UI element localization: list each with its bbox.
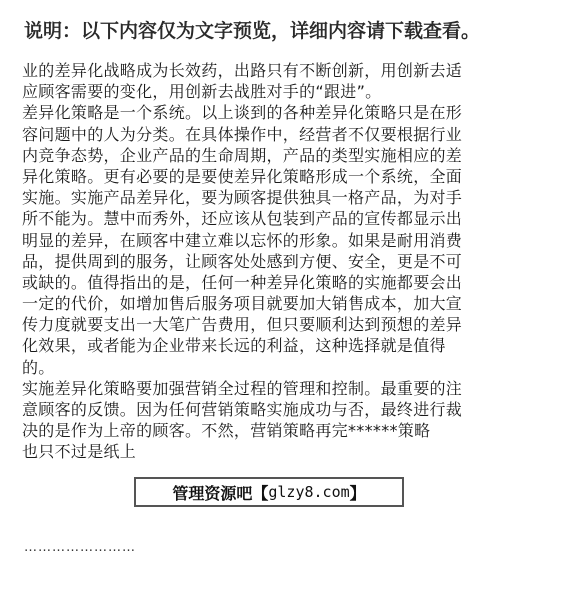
document-body <box>22 60 552 463</box>
text-line: 内竞争态势，企业产品的生命周期，产品的类型实施相应的差 <box>22 145 463 165</box>
text-line: 品，提供周到的服务，让顾客处处感到方便、安全，更是不可 <box>22 251 463 271</box>
text-line: 意顾客的反馈。因为任何营销策略实施成功与否，最终进行裁 <box>22 400 463 419</box>
text-line: 化效果，或者能为企业带来长远的利益，这种选择就是值得 <box>22 336 446 356</box>
text-line: 传力度就要支出一大笔广告费用，但只要顺利达到预想的差异 <box>22 315 463 335</box>
text-line: 明显的差异，在顾客中建立难以忘怀的形象。如果是耐用消费 <box>22 230 463 250</box>
text-line: 实施。实施产品差异化，要为顾客提供独具一格产品，为对手 <box>22 188 463 208</box>
watermark-banner <box>134 477 404 507</box>
text-line: 业的差异化战略成为长效药，出路只有不断创新，用创新去适 <box>22 61 463 80</box>
text-line: 决的是作为上帝的顾客。不然，营销策略再完******策略 <box>22 421 431 441</box>
preview-notice: 说明：以下内容仅为文字预览，详细内容请下载查看。 <box>24 20 481 42</box>
watermark-label: 管理资源吧【 <box>172 483 269 503</box>
text-line: 或缺的。值得指出的是，任何一种差异化策略的实施都要会出 <box>22 272 463 292</box>
watermark-close: 】 <box>349 483 366 503</box>
text-line: 所不能为。慧中而秀外，还应该从包装到产品的宣传都显示出 <box>22 209 463 229</box>
text-line: 异化策略。更有必要的是要使差异化策略形成一个系统，全面 <box>22 166 463 186</box>
text-line: 实施差异化策略要加强营销全过程的管理和控制。最重要的注 <box>22 378 463 398</box>
text-line: 一定的代价，如增加售后服务项目就要加大销售成本，加大宣 <box>22 294 463 314</box>
text-line: 也只不过是纸上 <box>22 442 137 462</box>
watermark-url: glzy8.com <box>268 483 350 501</box>
text-line: 应顾客需要的变化，用创新去战胜对手的“跟进”。 <box>22 82 382 102</box>
text-line: 差异化策略是一个系统。以上谈到的各种差异化策略只是在形 <box>22 103 463 123</box>
text-line: 的。 <box>22 357 55 377</box>
text-line: 容问题中的人为分类。在具体操作中，经营者不仅要根据行业 <box>22 124 463 144</box>
ellipsis-indicator: …………………… <box>24 540 136 555</box>
